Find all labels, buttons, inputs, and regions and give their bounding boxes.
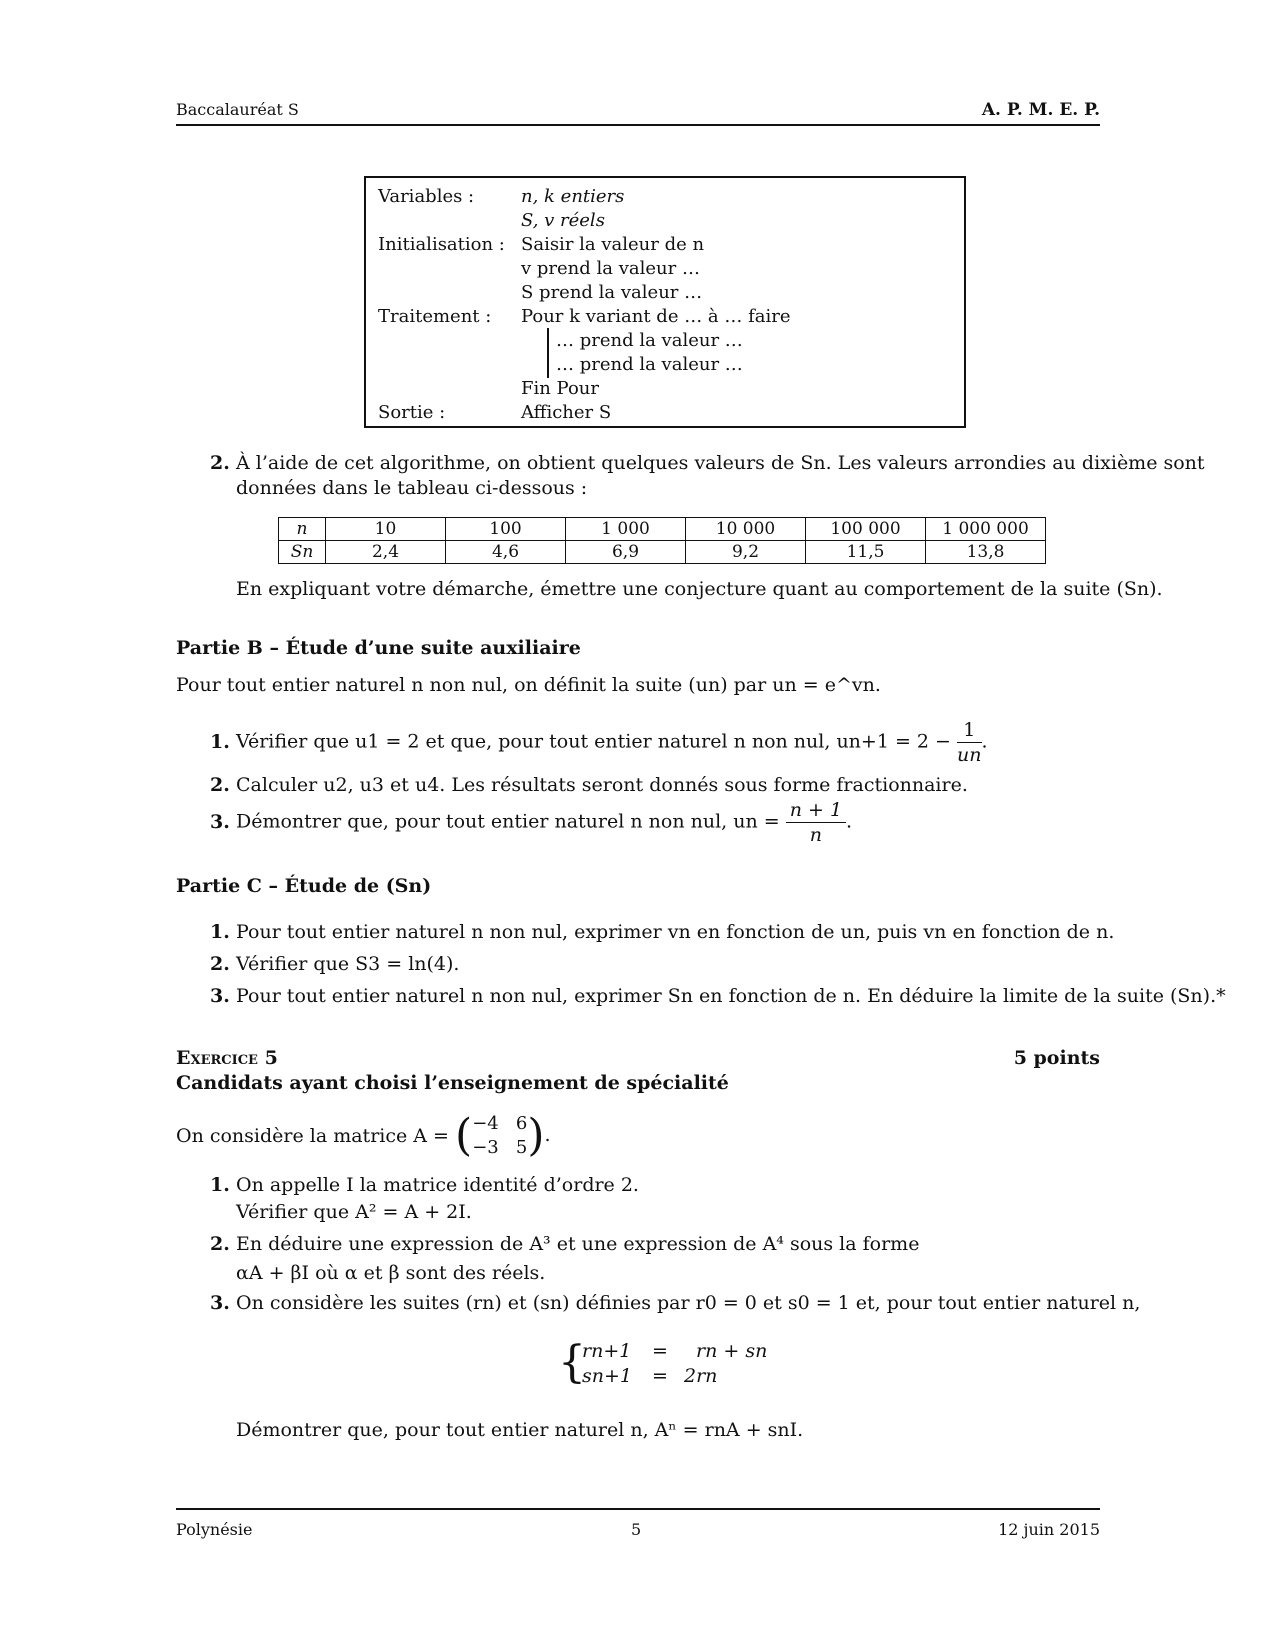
algo-sortie: Afficher S xyxy=(521,402,612,423)
system-rhs-1: rn + sn xyxy=(696,1340,768,1362)
partC-item-2 xyxy=(210,953,459,975)
algo-label-sortie: Sortie : xyxy=(378,402,446,423)
exercise-title: Exercice 5 xyxy=(176,1047,278,1069)
algo-var2: S, v réels xyxy=(521,210,605,231)
ex5-item-1-line2: Vérifier que A² = A + 2I. xyxy=(236,1201,472,1223)
partB-item-1: 1. Vérifier que u1 = 2 et que, pour tout entier naturel n non nul, un+1 = 2 − $\frac{1}{un}$ . xyxy=(210,719,988,766)
table-cell: 4,6 xyxy=(446,541,566,564)
table-cell: 10 000 xyxy=(686,518,806,541)
table-cell: 6,9 xyxy=(566,541,686,564)
algo-trait4: Fin Pour xyxy=(521,378,599,399)
fraction-numerator: 1 xyxy=(957,718,981,743)
table-cell: 2,4 xyxy=(326,541,446,564)
item-number: 3. xyxy=(210,1292,230,1314)
table-cell: Sn xyxy=(279,541,326,564)
exercise-subtitle: Candidats ayant choisi l’enseignement de spécialité xyxy=(176,1072,729,1094)
matrix-cell: −4 xyxy=(472,1113,499,1134)
ex5-item-2 xyxy=(210,1233,919,1255)
table-cell: 1 000 xyxy=(566,518,686,541)
item-number: 3. xyxy=(210,985,230,1007)
matrix-cell: 6 xyxy=(515,1113,528,1134)
question-2-line2: données dans le tableau ci-dessous : xyxy=(236,477,588,499)
partB-title: Partie B – Étude d’une suite auxiliaire xyxy=(176,637,581,659)
header-left: Baccalauréat S xyxy=(176,100,299,119)
table-cell: 100 xyxy=(446,518,566,541)
system-brace: { xyxy=(558,1337,586,1388)
values-table xyxy=(278,517,1046,564)
ex5-item-3-conclusion: Démontrer que, pour tout entier naturel n, Aⁿ = rnA + snI. xyxy=(236,1419,804,1441)
matrix-cell: −3 xyxy=(472,1137,499,1158)
matrix-cell: 5 xyxy=(515,1137,528,1158)
table-cell: 1 000 000 xyxy=(926,518,1046,541)
algorithm-box xyxy=(364,176,966,428)
partB-item-3: 3. Démontrer que, pour tout entier naturel n non nul, un = $\frac{n + 1}{n}$ . xyxy=(210,799,853,846)
table-row xyxy=(279,518,1046,541)
footer-right: 12 juin 2015 xyxy=(998,1520,1100,1539)
partB-item-2 xyxy=(210,774,968,796)
item-text: Calculer u2, u3 et u4. Les résultats seront donnés sous forme fractionnaire. xyxy=(236,774,968,796)
table-row xyxy=(279,541,1046,564)
fraction-numerator: n + 1 xyxy=(786,798,846,823)
item-number: 3. xyxy=(210,810,230,833)
system-eq-2: = xyxy=(652,1365,668,1387)
table-cell: 13,8 xyxy=(926,541,1046,564)
table-cell: 10 xyxy=(326,518,446,541)
item-number: 2. xyxy=(210,774,230,796)
algo-var1: n, k entiers xyxy=(521,186,625,207)
intro-text: On considère la matrice A = xyxy=(176,1125,449,1147)
matrix xyxy=(472,1112,527,1160)
algo-init2: v prend la valeur … xyxy=(521,258,700,279)
item-text: Pour tout entier naturel n non nul, exprimer Sn en fonction de n. En déduire la limite de la suite (Sn).* xyxy=(236,985,1226,1007)
item-number: 1. xyxy=(210,921,230,943)
item-number: 1. xyxy=(210,1174,230,1196)
algo-init1: Saisir la valeur de n xyxy=(521,234,705,255)
header-right: A. P. M. E. P. xyxy=(981,100,1100,120)
system-eq-1: = xyxy=(652,1340,668,1362)
footer-page-number: 5 xyxy=(631,1520,642,1539)
system-rhs-2: 2rn xyxy=(684,1365,718,1387)
partC-title: Partie C – Étude de (Sn) xyxy=(176,875,432,897)
question-2-conclusion: En expliquant votre démarche, émettre une conjecture quant au comportement de la suite (Sn). xyxy=(236,578,1163,600)
system-lhs-1: rn+1 xyxy=(582,1340,632,1362)
page-header xyxy=(176,100,1100,126)
table-cell: 11,5 xyxy=(806,541,926,564)
ex5-item-1 xyxy=(210,1174,639,1196)
exercise-points: 5 points xyxy=(1013,1047,1100,1069)
loop-bar xyxy=(547,328,549,378)
ex5-item-2-line2: αA + βI où α et β sont des réels. xyxy=(236,1262,546,1284)
page-footer xyxy=(176,1508,1100,1539)
partC-item-3 xyxy=(210,985,1226,1007)
ex5-item-3 xyxy=(210,1292,1140,1314)
item-text: Vérifier que u1 = 2 et que, pour tout entier naturel n non nul, un+1 = 2 − xyxy=(236,730,951,753)
algo-label-variables: Variables : xyxy=(378,186,475,207)
algo-trait2: … prend la valeur … xyxy=(556,330,743,351)
item-number: 2. xyxy=(210,953,230,975)
fraction-denominator: n xyxy=(809,824,822,846)
fraction xyxy=(957,718,981,767)
footer-left: Polynésie xyxy=(176,1520,253,1539)
right-paren: ) xyxy=(527,1110,545,1161)
algo-trait3: … prend la valeur … xyxy=(556,354,743,375)
item-text: On appelle I la matrice identité d’ordre 2. xyxy=(236,1174,639,1196)
system-lhs-2: sn+1 xyxy=(582,1365,632,1387)
left-paren: ( xyxy=(455,1110,473,1161)
partB-intro: Pour tout entier naturel n non nul, on définit la suite (un) par un = e^vn. xyxy=(176,674,881,696)
item-text: Vérifier que S3 = ln(4). xyxy=(236,953,460,975)
item-text: Pour tout entier naturel n non nul, exprimer vn en fonction de un, puis vn en fonction de n. xyxy=(236,921,1115,943)
table-cell: 100 000 xyxy=(806,518,926,541)
algo-label-traitement: Traitement : xyxy=(378,306,492,327)
item-text: Démontrer que, pour tout entier naturel n non nul, un = xyxy=(236,810,780,833)
algo-trait1: Pour k variant de … à … faire xyxy=(521,306,791,327)
question-2 xyxy=(210,452,1205,474)
exercise-intro: On considère la matrice A = (−4 6 −3 5). xyxy=(176,1110,551,1161)
partC-item-1 xyxy=(210,921,1114,943)
item-number: 2. xyxy=(210,1233,230,1255)
fraction xyxy=(786,798,846,847)
item-text: On considère les suites (rn) et (sn) définies par r0 = 0 et s0 = 1 et, pour tout entier naturel n, xyxy=(236,1292,1141,1314)
table-cell: 9,2 xyxy=(686,541,806,564)
algo-label-init: Initialisation : xyxy=(378,234,505,255)
table-cell: n xyxy=(279,518,326,541)
question-text-line1: À l’aide de cet algorithme, on obtient quelques valeurs de Sn. Les valeurs arrondies au dixième sont xyxy=(236,452,1205,474)
fraction-denominator: un xyxy=(957,744,982,766)
algo-init3: S prend la valeur … xyxy=(521,282,703,303)
item-number: 1. xyxy=(210,730,230,753)
item-text: En déduire une expression de A³ et une expression de A⁴ sous la forme xyxy=(236,1233,920,1255)
question-number: 2. xyxy=(210,452,230,474)
